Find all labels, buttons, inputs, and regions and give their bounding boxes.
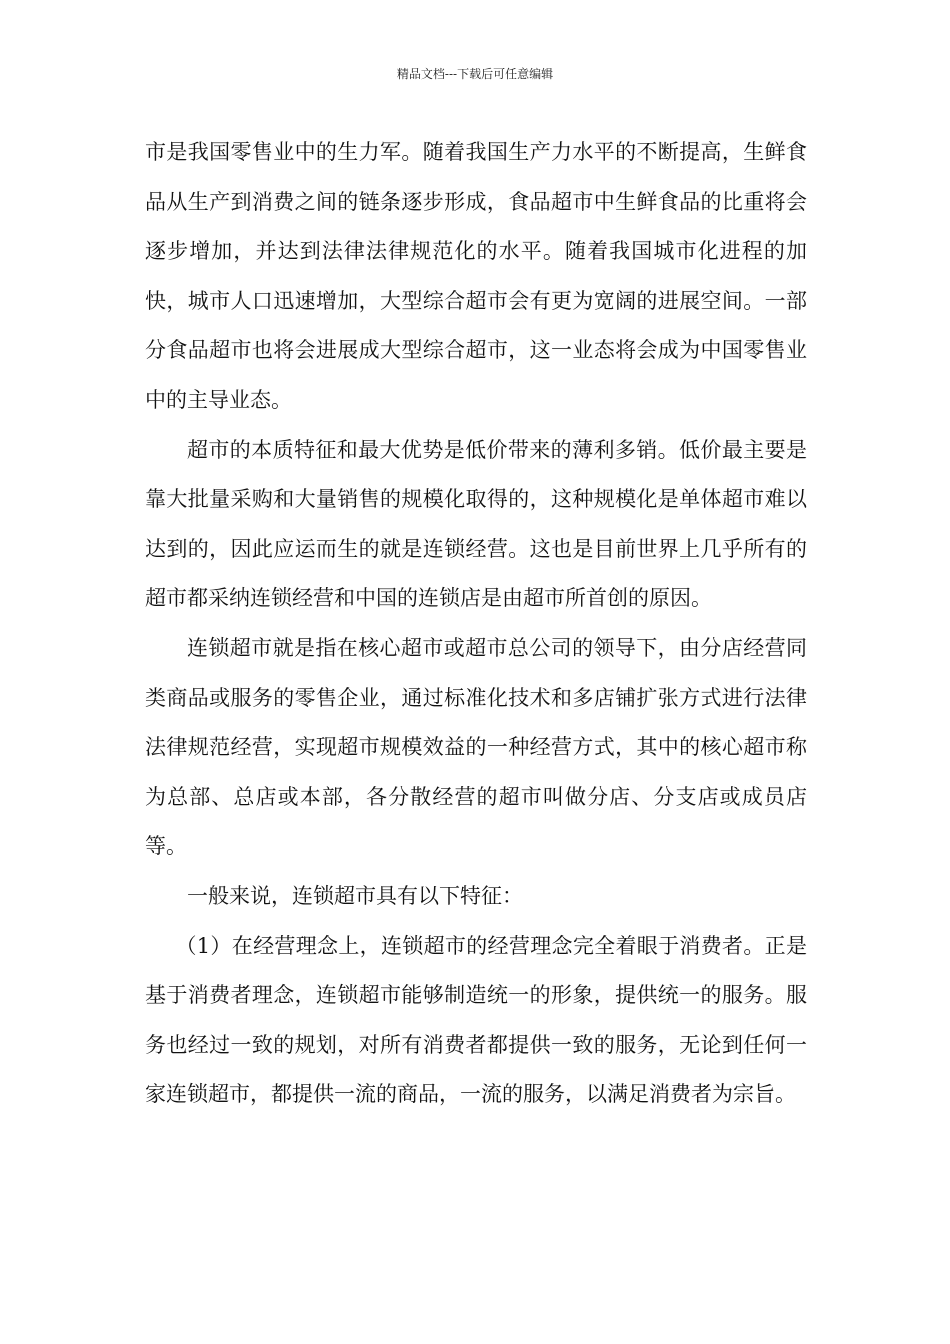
document-body [145, 128, 807, 1120]
page-header: 精品文档---下载后可任意编辑 [396, 67, 554, 81]
paragraph-chain-definition: 连锁超市就是指在核心超市或超市总公司的领导下，由分店经营同类商品或服务的零售企业，通过标准化技术和多店铺扩张方式进行法律法律规范经营，实现超市规模效益的一种经营方式，其中的核心超市称为总部、总店或本部，各分散经营的超市叫做分店、分支店或成员店等。 [145, 635, 807, 859]
paragraph-feature-1: （1）在经营理念上，连锁超市的经营理念完全着眼于消费者。正是基于消费者理念，连锁超市能够制造统一的形象，提供统一的服务。服务也经过一致的规划，对所有消费者都提供一致的服务，无论到任何一家连锁超市，都提供一流的商品，一流的服务，以满足消费者为宗旨。 [145, 933, 807, 1107]
paragraph-features-intro: 一般来说，连锁超市具有以下特征： [187, 883, 523, 908]
paragraph-supermarket-essence: 超市的本质特征和最大优势是低价带来的薄利多销。低价最主要是靠大批量采购和大量销售的规模化取得的，这种规模化是单体超市难以达到的，因此应运而生的就是连锁经营。这也是目前世界上几乎所有的超市都采纳连锁经营和中国的连锁店是由超市所首创的原因。 [145, 437, 807, 611]
paragraph-continuation: 市是我国零售业中的生力军。随着我国生产力水平的不断提高，生鲜食品从生产到消费之间的链条逐步形成，食品超市中生鲜食品的比重将会逐步增加，并达到法律法律规范化的水平。随着我国城市化进程的加快，城市人口迅速增加，大型综合超市会有更为宽阔的进展空间。一部分食品超市也将会进展成大型综合超市，这一业态将会成为中国零售业中的主导业态。 [145, 140, 807, 412]
